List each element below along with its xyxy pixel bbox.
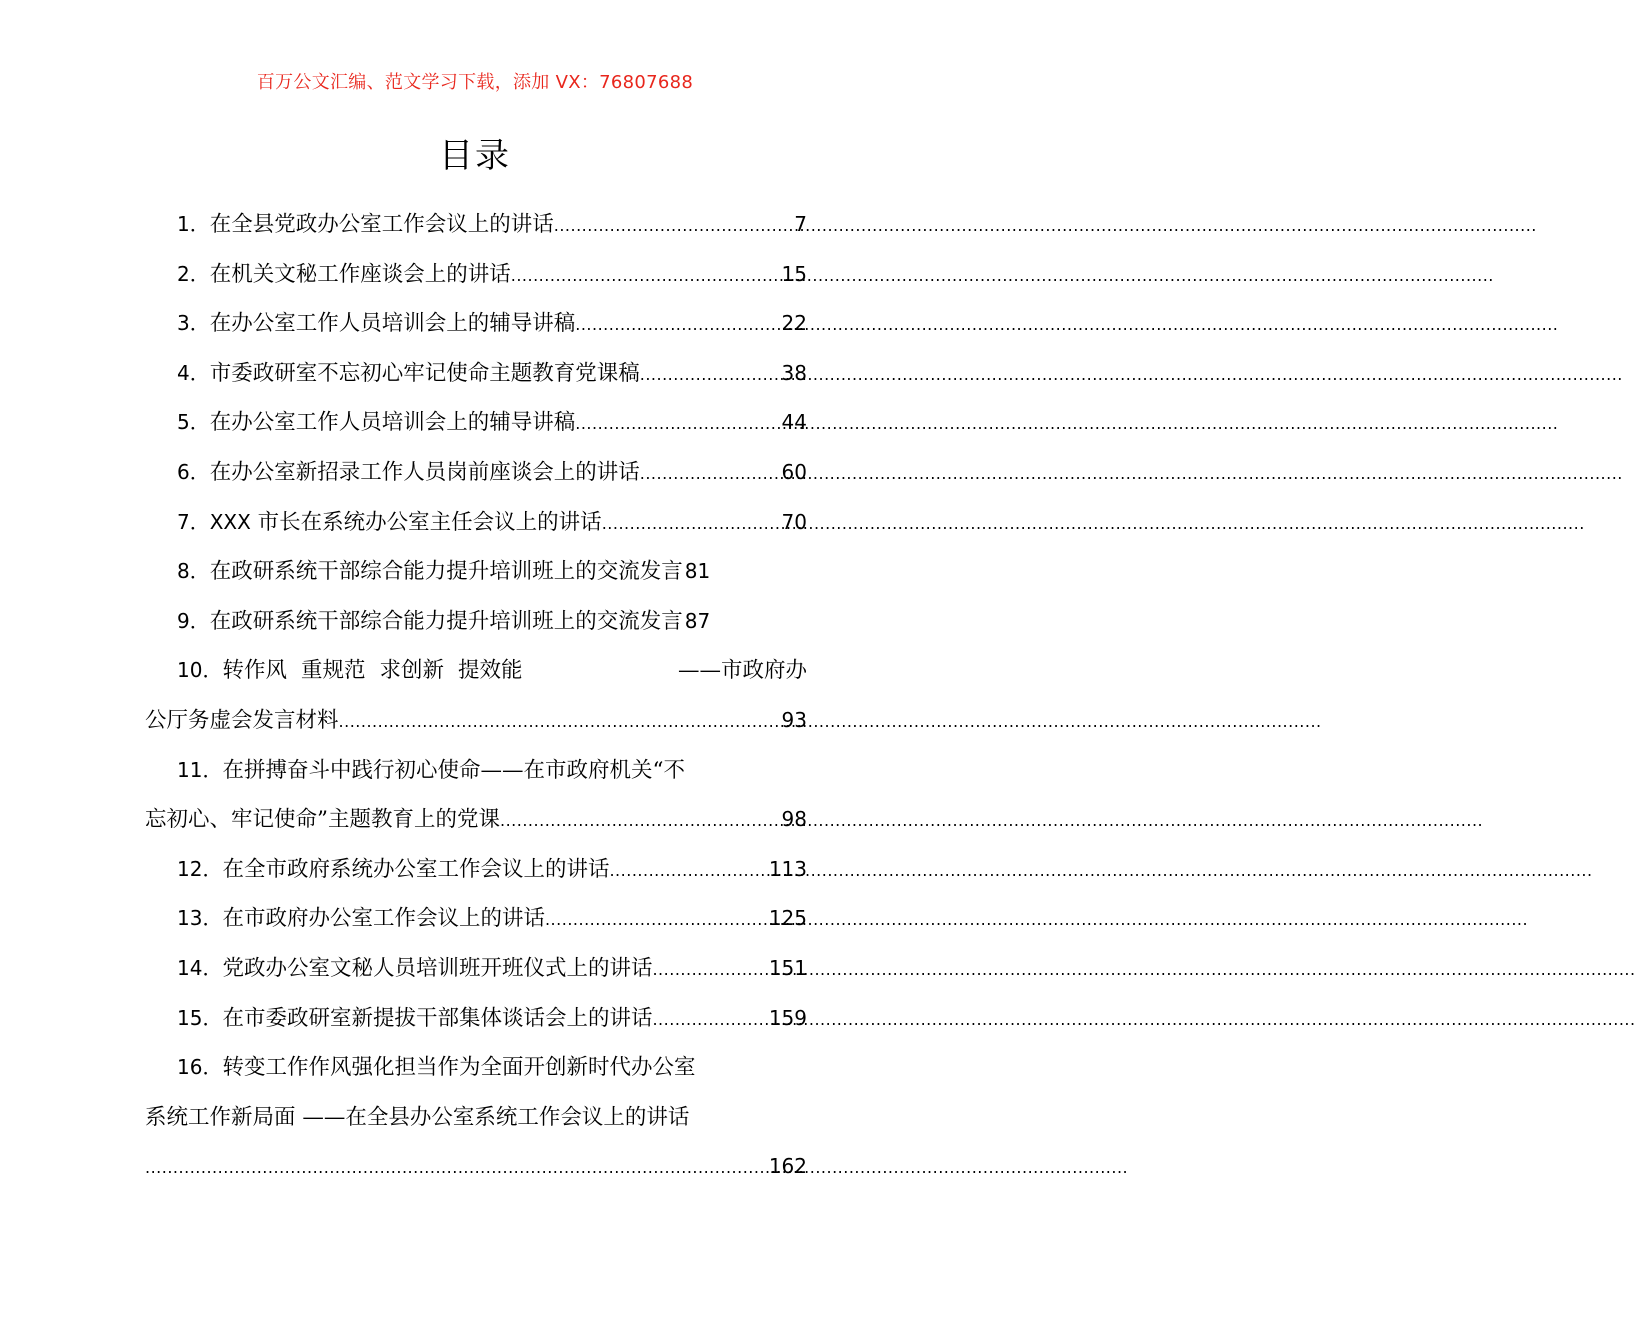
toc-entry-title: 在全市政府系统办公室工作会议上的讲话	[222, 856, 610, 882]
header-note: 百万公文汇编、范文学习下载，添加 VX：76807688	[256, 72, 694, 93]
toc-entry-page: 15	[781, 261, 807, 286]
toc-entry-title-cont: 忘初心、牢记使命”主题教育上的党课	[145, 807, 500, 833]
toc-dot-leader	[500, 796, 782, 846]
toc-dot-leader	[652, 995, 768, 1045]
toc-dot-leader	[339, 697, 782, 747]
toc-entry-11[interactable]	[145, 746, 807, 845]
toc-entry-number: 7．	[177, 509, 210, 534]
toc-entry-16[interactable]	[145, 1043, 807, 1192]
toc-entry-page: 93	[781, 707, 807, 732]
toc-entry-title: 在市政府办公室工作会议上的讲话	[222, 906, 545, 932]
toc-entry-subtitle: ——市政府办	[677, 658, 807, 684]
toc-entry-page: 159	[768, 1005, 807, 1030]
toc-entry-6[interactable]	[145, 448, 807, 498]
toc-dot-leader	[511, 251, 782, 301]
page-title: 目录	[439, 136, 511, 176]
toc-entry-title: 在全县党政办公室工作会议上的讲话	[209, 212, 554, 237]
toc-entry-page: 151	[768, 955, 807, 980]
toc-entry-number: 5．	[177, 410, 210, 435]
toc-entry-8[interactable]	[145, 547, 807, 597]
toc-entry-title: 市委政研室不忘初心牢记使命主题教育党课稿	[209, 360, 640, 386]
toc-entry-10[interactable]	[145, 646, 807, 745]
toc-entry-page: 7	[794, 212, 807, 236]
toc-entry-title: 在政研系统干部综合能力提升培训班上的交流发言	[209, 608, 683, 634]
toc-entry-12[interactable]	[145, 845, 807, 895]
toc-entry-4[interactable]	[145, 349, 807, 399]
toc-entry-title: 在办公室工作人员培训会上的辅导讲稿	[209, 410, 576, 436]
toc-entry-number: 16．	[177, 1055, 223, 1080]
toc-entry-3[interactable]	[145, 299, 807, 349]
toc-entry-number: 10．	[177, 658, 223, 683]
toc-entry-title: 在政研系统干部综合能力提升培训班上的交流发言	[209, 559, 683, 585]
toc-entry-title-latin: XXX	[209, 509, 251, 534]
toc-entry-title	[210, 498, 602, 548]
toc-entry-title-cont: 系统工作新局面 ——在全县办公室系统工作会议上的讲话	[145, 1104, 690, 1130]
toc-entry-number: 11．	[177, 757, 223, 782]
toc-entry-number: 15．	[177, 1005, 223, 1030]
toc-dot-leader	[640, 350, 782, 400]
toc-dot-leader	[602, 499, 782, 549]
toc-dot-leader	[575, 300, 781, 350]
toc-entry-number: 4．	[177, 360, 210, 385]
toc-dot-leader	[640, 449, 782, 499]
toc-entry-1[interactable]	[145, 200, 807, 250]
toc-dot-leader	[145, 1143, 769, 1193]
toc-entry-page: 125	[768, 906, 807, 931]
toc-entry-5[interactable]	[145, 398, 807, 448]
table-of-contents	[145, 200, 807, 1192]
toc-entry-title: 在市委政研室新提拔干部集体谈话会上的讲话	[222, 1005, 653, 1031]
toc-entry-15[interactable]	[145, 994, 807, 1044]
toc-entry-14[interactable]	[145, 944, 807, 994]
toc-dot-leader	[652, 945, 768, 995]
toc-entry-number: 14．	[177, 955, 223, 980]
toc-entry-title-part: 转作风	[222, 658, 287, 684]
toc-entry-title-part: 求创新	[379, 658, 444, 684]
toc-entry-number: 9．	[177, 608, 210, 633]
toc-entry-page: 81	[684, 559, 711, 584]
toc-entry-page: 44	[781, 410, 807, 435]
toc-entry-title-cont: 公厅务虚会发言材料	[145, 707, 339, 733]
toc-entry-number: 13．	[177, 906, 223, 931]
toc-entry-title: 在办公室工作人员培训会上的辅导讲稿	[209, 311, 576, 337]
toc-entry-number: 12．	[177, 856, 223, 881]
toc-entry-page: 162	[768, 1154, 807, 1179]
toc-entry-title: 在机关文秘工作座谈会上的讲话	[209, 261, 511, 287]
toc-dot-leader	[609, 846, 768, 896]
toc-entry-page: 60	[781, 459, 807, 484]
toc-entry-number: 8．	[177, 559, 210, 584]
toc-entry-9[interactable]	[145, 597, 807, 647]
toc-entry-title: 转变工作作风强化担当作为全面开创新时代办公室	[222, 1055, 696, 1081]
toc-entry-page: 87	[684, 608, 711, 633]
toc-entry-title: 在办公室新招录工作人员岗前座谈会上的讲话	[209, 459, 640, 485]
toc-dot-leader	[545, 895, 769, 945]
toc-entry-2[interactable]	[145, 250, 807, 300]
toc-entry-title-rest: 市长在系统办公室主任会议上的讲话	[250, 509, 602, 535]
toc-entry-page: 38	[781, 360, 807, 385]
toc-dot-leader	[575, 399, 781, 449]
toc-entry-title-part: 重规范	[300, 658, 366, 684]
toc-entry-number: 6．	[177, 459, 210, 484]
toc-entry-title: 党政办公室文秘人员培训班开班仪式上的讲话	[222, 955, 653, 981]
toc-entry-page: 70	[781, 509, 807, 534]
toc-entry-number: 1．	[177, 212, 210, 236]
toc-entry-page: 22	[781, 311, 807, 336]
toc-entry-7[interactable]	[145, 498, 807, 548]
toc-entry-page: 98	[781, 807, 807, 832]
toc-dot-leader	[554, 201, 795, 251]
toc-entry-page: 113	[768, 856, 807, 881]
toc-entry-number: 2．	[177, 261, 210, 286]
toc-entry-title: 在拼搏奋斗中践行初心使命——在市政府机关“不	[222, 757, 685, 783]
toc-entry-title-part: 提效能	[458, 658, 523, 684]
toc-entry-13[interactable]	[145, 894, 807, 944]
toc-entry-number: 3．	[177, 311, 210, 336]
